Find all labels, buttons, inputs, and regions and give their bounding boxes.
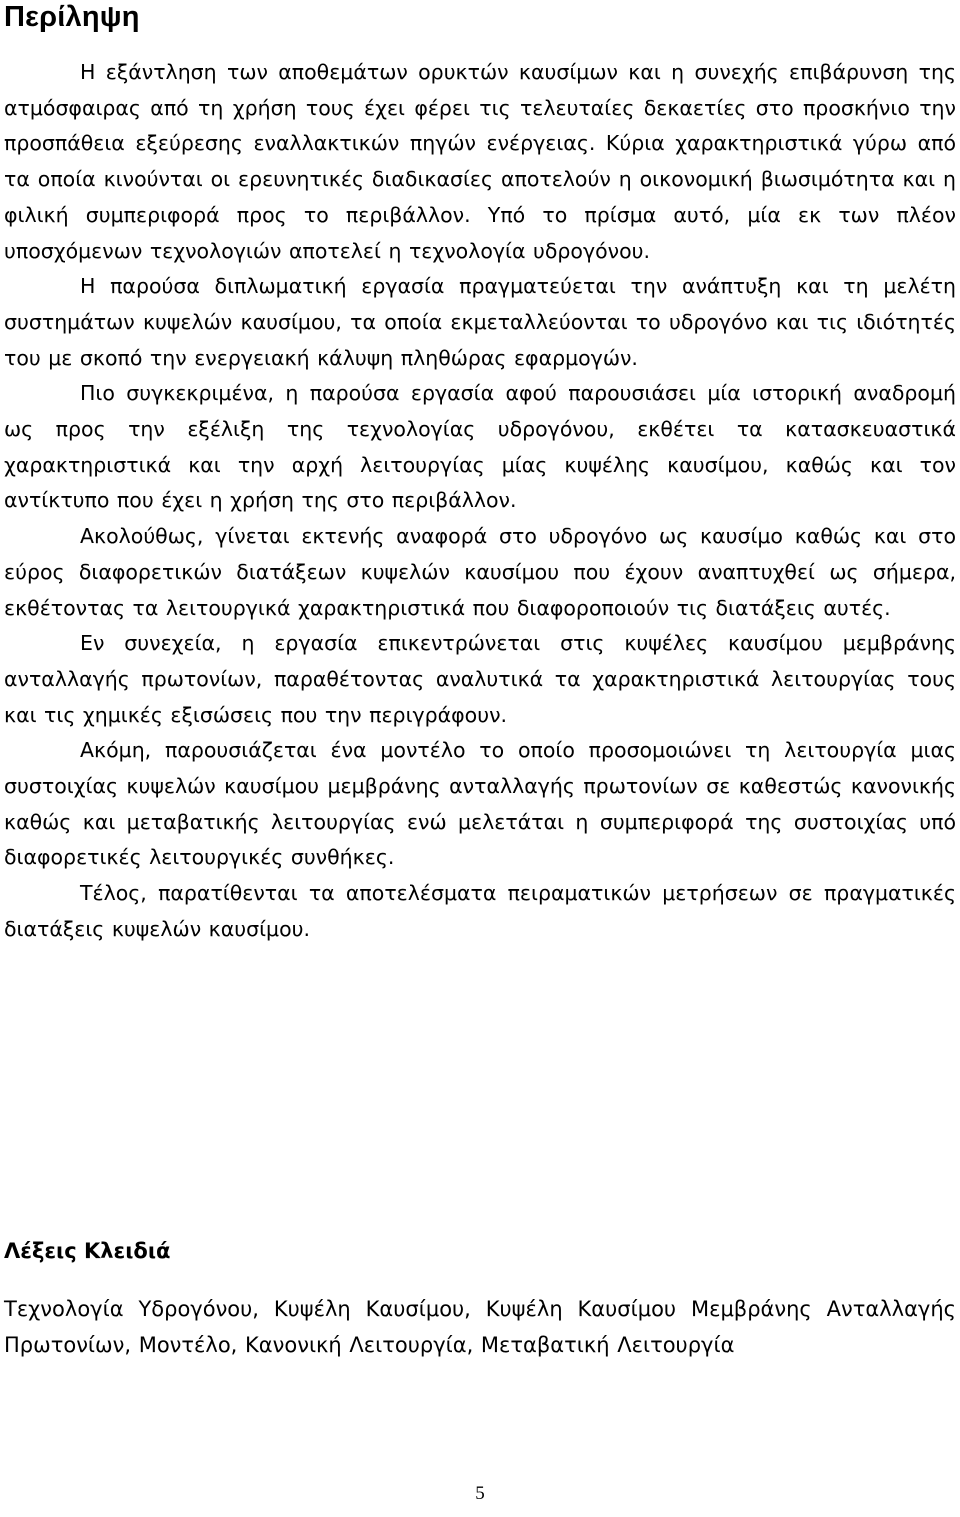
page-title: Περίληψη [4, 1, 140, 33]
abstract-paragraph: Πιο συγκεκριμένα, η παρούσα εργασία αφού παρουσιάσει μία ιστορική αναδρομή ως προς την εξέλιξη της τεχνολογίας υδρογόνου, εκθέτει τα κατασκευαστικά χαρακτηριστικά και την αρχή λειτουργίας μίας κυψέλης καυσίμου, καθώς και τον αντίκτυπο που έχει η χρήση της στο περιβάλλον. [4, 381, 956, 513]
keywords-list: Τεχνολογία Υδρογόνου, Κυψέλη Καυσίμου, Κυψέλη Καυσίμου Μεμβράνης Ανταλλαγής Πρωτονίων, Μοντέλο, Κανονική Λειτουργία, Μεταβατική Λειτουργία [4, 1297, 956, 1357]
abstract-paragraph: Τέλος, παρατίθενται τα αποτελέσματα πειραματικών μετρήσεων σε πραγματικές διατάξεις κυψελών καυσίμου. [4, 881, 956, 941]
abstract-paragraph: Ακόμη, παρουσιάζεται ένα μοντέλο το οποίο προσομοιώνει τη λειτουργία μιας συστοιχίας κυψελών καυσίμου μεμβράνης ανταλλαγής πρωτονίων σε καθεστώς κανονικής καθώς και μεταβατικής λειτουργίας ενώ μελετάται η συμπεριφορά της συστοιχίας υπό διαφορετικές λειτουργικές συνθήκες. [4, 738, 956, 870]
keywords-heading: Λέξεις Κλειδιά [4, 1239, 171, 1263]
abstract-paragraph: Η εξάντληση των αποθεμάτων ορυκτών καυσίμων και η συνεχής επιβάρυνση της ατμόσφαιρας από τη χρήση τους έχει φέρει τις τελευταίες δεκαετίες στο προσκήνιο την προσπάθεια εξεύρεσης εναλλακτικών πηγών ενέργειας. Κύρια χαρακτηριστικά γύρω από τα οποία κινούνται οι ερευνητικές διαδικασίες αποτελούν η οικονομική βιωσιμότητα και η φιλική συμπεριφορά προς το περιβάλλον. Υπό το πρίσμα αυτό, μία εκ των πλέον υποσχόμενων τεχνολογιών αποτελεί η τεχνολογία υδρογόνου. [4, 60, 956, 263]
abstract-paragraph: Η παρούσα διπλωματική εργασία πραγματεύεται την ανάπτυξη και τη μελέτη συστημάτων κυψελών καυσίμου, τα οποία εκμεταλλεύονται το υδρογόνο και τις ιδιότητές του με σκοπό την ενεργειακή κάλυψη πληθώρας εφαρμογών. [4, 274, 956, 370]
abstract-paragraph: Εν συνεχεία, η εργασία επικεντρώνεται στις κυψέλες καυσίμου μεμβράνης ανταλλαγής πρωτονίων, παραθέτοντας αναλυτικά τα χαρακτηριστικά λειτουργίας τους και τις χημικές εξισώσεις που την περιγράφουν. [4, 631, 956, 727]
page-number: 5 [475, 1483, 485, 1504]
abstract-body [4, 55, 956, 948]
abstract-paragraph: Ακολούθως, γίνεται εκτενής αναφορά στο υδρογόνο ως καυσίμο καθώς και στο εύρος διαφορετικών διατάξεων κυψελών καυσίμου που έχουν αναπτυχθεί ως σήμερα, εκθέτοντας τα λειτουργικά χαρακτηριστικά που διαφοροποιούν τις διατάξεις αυτές. [4, 524, 956, 620]
